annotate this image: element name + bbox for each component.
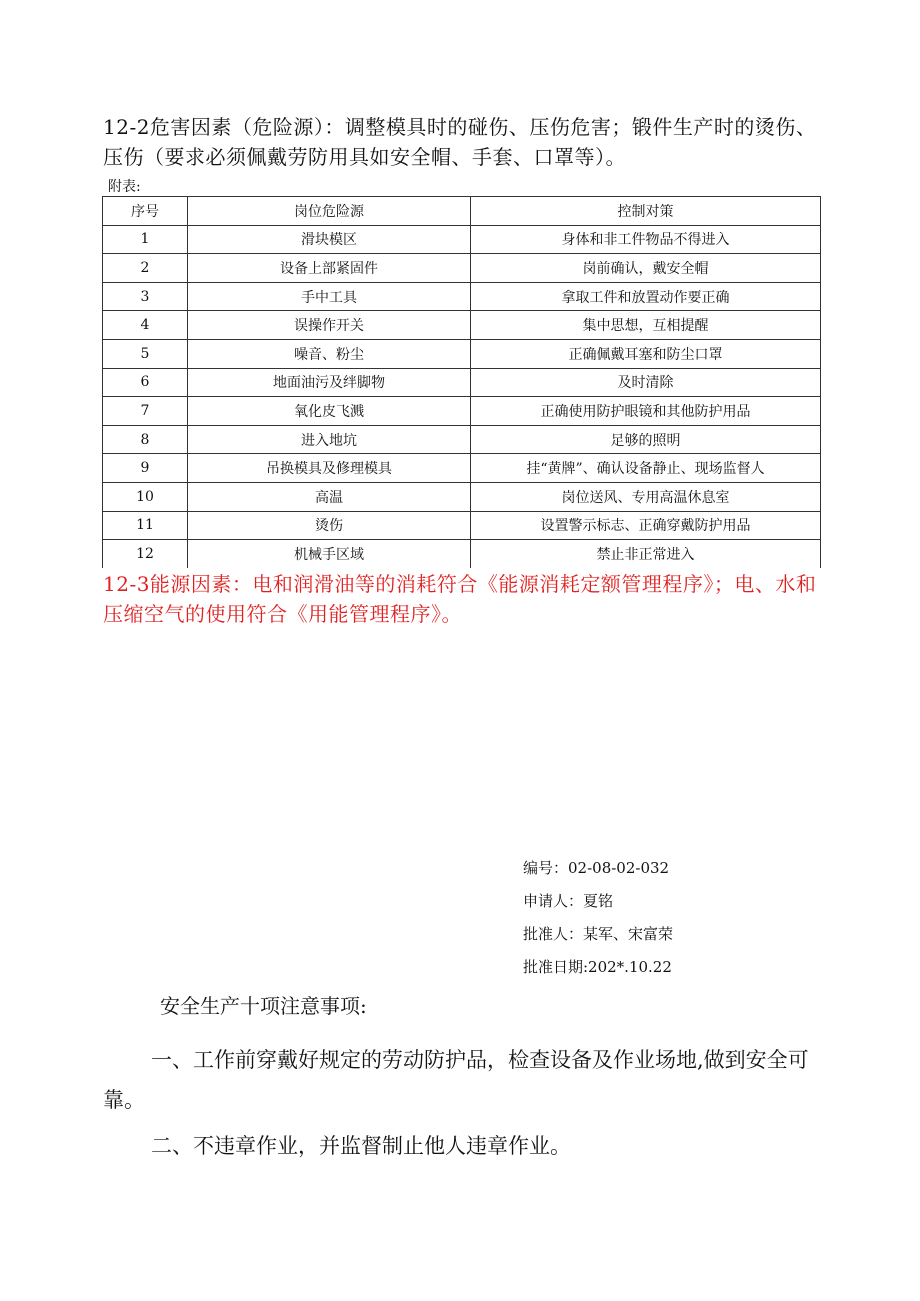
row-index: 6 [103, 368, 188, 397]
row-index: 1 [103, 225, 188, 254]
row-measure: 集中思想，互相提醒 [471, 311, 821, 340]
row-measure: 身体和非工件物品不得进入 [471, 225, 821, 254]
header-index: 序号 [103, 197, 188, 226]
row-hazard: 误操作开关 [188, 311, 471, 340]
table-row [103, 511, 821, 540]
header-control-measure: 控制对策 [471, 197, 821, 226]
document-number: 编号：02-08-02-032 [523, 859, 670, 877]
row-hazard: 滑块模区 [188, 225, 471, 254]
attached-table-label: 附表: [108, 179, 141, 195]
row-hazard: 设备上部紧固件 [188, 254, 471, 283]
table-row [103, 540, 821, 568]
row-measure: 正确佩戴耳塞和防尘口罩 [471, 339, 821, 368]
row-measure: 正确使用防护眼镜和其他防护用品 [471, 397, 821, 426]
row-index: 8 [103, 425, 188, 454]
row-index: 11 [103, 511, 188, 540]
approval-date: 批准日期:202*.10.22 [523, 958, 672, 976]
row-hazard: 进入地坑 [188, 425, 471, 454]
row-hazard: 手中工具 [188, 282, 471, 311]
table-row [103, 282, 821, 311]
row-hazard: 机械手区域 [188, 540, 471, 568]
header-hazard-source: 岗位危险源 [188, 197, 471, 226]
table-row [103, 397, 821, 426]
row-index: 10 [103, 482, 188, 511]
row-measure: 岗位送风、专用高温休息室 [471, 482, 821, 511]
note-item-1: 一、工作前穿戴好规定的劳动防护品，检查设备及作业场地,做到安全可靠。 [103, 1048, 809, 1112]
row-measure: 拿取工件和放置动作要正确 [471, 282, 821, 311]
table-header-row [103, 197, 821, 226]
note-item-2: 二、不违章作业，并监督制止他人违章作业。 [151, 1134, 571, 1158]
row-measure: 岗前确认，戴安全帽 [471, 254, 821, 283]
section-12-3-text: 12-3能源因素：电和润滑油等的消耗符合《能源消耗定额管理程序》；电、水和压缩空气的使用符合《用能管理程序》。 [103, 572, 817, 626]
row-hazard: 高温 [188, 482, 471, 511]
row-hazard: 地面油污及绊脚物 [188, 368, 471, 397]
row-index: 3 [103, 282, 188, 311]
row-measure: 挂“黄牌”、确认设备静止、现场监督人 [471, 454, 821, 483]
row-hazard: 噪音、粉尘 [188, 339, 471, 368]
table-row [103, 225, 821, 254]
row-index: 5 [103, 339, 188, 368]
row-hazard: 氧化皮飞溅 [188, 397, 471, 426]
row-measure: 禁止非正常进入 [471, 540, 821, 568]
row-measure: 及时清除 [471, 368, 821, 397]
applicant: 申请人：夏铭 [523, 892, 614, 910]
row-index: 9 [103, 454, 188, 483]
table-row [103, 454, 821, 483]
hazard-table [102, 196, 821, 568]
table-row [103, 425, 821, 454]
table-row [103, 339, 821, 368]
row-index: 7 [103, 397, 188, 426]
table-row [103, 482, 821, 511]
row-index: 12 [103, 540, 188, 568]
table-row [103, 254, 821, 283]
row-index: 4 [103, 311, 188, 340]
table-row [103, 368, 821, 397]
row-measure: 设置警示标志、正确穿戴防护用品 [471, 511, 821, 540]
notes-title: 安全生产十项注意事项: [160, 994, 367, 1018]
section-12-2-text: 12-2危害因素（危险源）：调整模具时的碰伤、压伤危害；锻件生产时的烫伤、压伤（要求必须佩戴劳防用具如安全帽、手套、口罩等）。 [103, 115, 817, 169]
row-index: 2 [103, 254, 188, 283]
approver: 批准人：某军、宋富荣 [523, 925, 674, 943]
row-hazard: 烫伤 [188, 511, 471, 540]
row-hazard: 吊换模具及修理模具 [188, 454, 471, 483]
table-row [103, 311, 821, 340]
row-measure: 足够的照明 [471, 425, 821, 454]
